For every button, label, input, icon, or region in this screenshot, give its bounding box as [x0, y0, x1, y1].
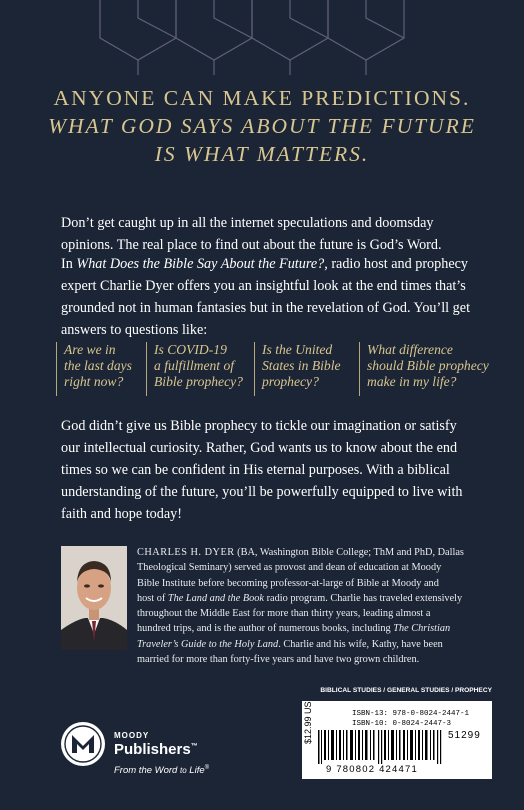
- bio-line-5: throughout the Middle East for more than thirty years, leading almost a: [137, 608, 431, 620]
- intro-paragraph: [61, 212, 481, 256]
- tagline-part-c: Life: [186, 765, 205, 777]
- trademark-mark: ™: [190, 743, 198, 750]
- bio-line-2: Theological Seminary) served as provost and dean of education at Moody: [137, 562, 442, 574]
- book-title-part-1: The Christian: [393, 623, 451, 635]
- bio-line-1-rest: (BA, Washington Bible College; ThM and PhD, Dallas: [234, 547, 464, 558]
- isbn-10: ISBN-10: 0-8024-2447-3: [352, 720, 452, 728]
- book-title: What Does the Bible Say About the Future?: [76, 256, 325, 272]
- question-2-line-1: Is COVID-19: [154, 342, 227, 357]
- closing-line-1: God didn’t give us Bible prophecy to tickle our imagination or satisfy: [61, 418, 457, 434]
- author-photo: [61, 546, 127, 650]
- bio-line-3: Bible Institute before becoming professor-at-large of Bible at Moody and: [137, 577, 439, 589]
- publisher-tagline: [114, 765, 209, 776]
- bio-line-6: [137, 621, 487, 636]
- bio-line-7: [137, 637, 487, 652]
- headline-line-2: WHAT GOD SAYS ABOUT THE FUTURE: [48, 114, 476, 138]
- question-1-line-2: the last days: [64, 358, 132, 373]
- question-4-line-3: make in my life?: [367, 374, 457, 389]
- publisher-name: Publishers: [114, 741, 191, 758]
- publisher-name-line-1: MOODY: [114, 731, 150, 740]
- question-2: [146, 342, 251, 396]
- intro-line-2: opinions. The real place to find out about the future is God’s Word.: [61, 237, 442, 253]
- description-line-3: grounded not in human fantasies but in the revelation of God. You’ll get: [61, 300, 471, 316]
- question-4: [359, 342, 497, 396]
- closing-line-4: understanding of the future, you’ll be powerfully equipped to live with: [61, 484, 463, 500]
- registered-mark: ®: [204, 765, 210, 771]
- question-3-line-2: States in Bible: [262, 358, 341, 373]
- tagline-part-a: From the Word: [114, 765, 180, 777]
- question-1-line-3: right now?: [64, 374, 124, 389]
- book-title-part-2: Traveler’s Guide to the Holy Land: [137, 638, 279, 650]
- tagline-part-b: to: [180, 766, 187, 776]
- bio-line-7-b: . Charlie and his wife, Kathy, have been: [278, 638, 443, 650]
- description-paragraph: [61, 253, 481, 341]
- description-line-1-rest: , radio host and prophecy: [324, 256, 469, 272]
- question-4-line-1: What difference: [367, 342, 453, 357]
- barcode-digits: 9 780802 424471: [326, 764, 418, 775]
- question-3: [254, 342, 354, 396]
- questions-list: [56, 342, 496, 396]
- question-3-line-1: Is the United: [262, 342, 333, 357]
- headline-line-3: IS WHAT MATTERS.: [154, 142, 370, 166]
- question-1: [56, 342, 144, 396]
- closing-paragraph: [61, 415, 481, 525]
- question-2-line-3: Bible prophecy?: [154, 374, 243, 389]
- barcode-icon: [318, 730, 444, 764]
- question-1-line-1: Are we in: [64, 342, 116, 357]
- category-label: BIBLICAL STUDIES / GENERAL STUDIES / PROPHECY: [320, 687, 492, 694]
- geometric-pattern-icon: [0, 0, 524, 80]
- description-line-4: answers to questions like:: [61, 322, 208, 338]
- description-line-1: [61, 253, 481, 275]
- radio-program-title: The Land and the Book: [167, 592, 265, 604]
- bio-line-4-b: radio program. Charlie has traveled extensively: [264, 592, 463, 604]
- price-label: $12.99 US: [303, 701, 313, 744]
- headline-line-1: ANYONE CAN MAKE PREDICTIONS.: [53, 86, 471, 110]
- closing-line-2: our intellectual curiosity. Rather, God wants us to know about the end: [61, 440, 458, 456]
- bio-line-4-a: host of: [137, 592, 168, 604]
- author-bio: [137, 545, 487, 667]
- price-code: 51299: [448, 730, 481, 741]
- closing-line-3: times so we can be confident in His eternal purposes. With a biblical: [61, 462, 450, 478]
- author-name: CHARLES H. DYER: [137, 547, 235, 558]
- question-4-line-2: should Bible prophecy: [367, 358, 489, 373]
- bio-line-6-a: hundred trips, and is the author of numerous books, including: [137, 623, 394, 635]
- bio-line-4: [137, 591, 487, 606]
- intro-line-1: Don’t get caught up in all the internet speculations and doomsday: [61, 215, 434, 231]
- question-3-line-3: prophecy?: [262, 374, 319, 389]
- moody-m-icon: [61, 722, 105, 766]
- bio-line-1: [137, 545, 487, 560]
- bio-line-8: married for more than forty-five years and have two grown children.: [137, 654, 420, 666]
- closing-line-5: faith and hope today!: [61, 506, 182, 522]
- isbn-13: ISBN-13: 978-0-8024-2447-1: [352, 710, 470, 718]
- description-line-2: expert Charlie Dyer offers you an insightful look at the end times that’s: [61, 278, 466, 294]
- description-lead: In: [61, 256, 77, 272]
- publisher-name-line-2: [114, 741, 198, 758]
- question-2-line-2: a fulfillment of: [154, 358, 235, 373]
